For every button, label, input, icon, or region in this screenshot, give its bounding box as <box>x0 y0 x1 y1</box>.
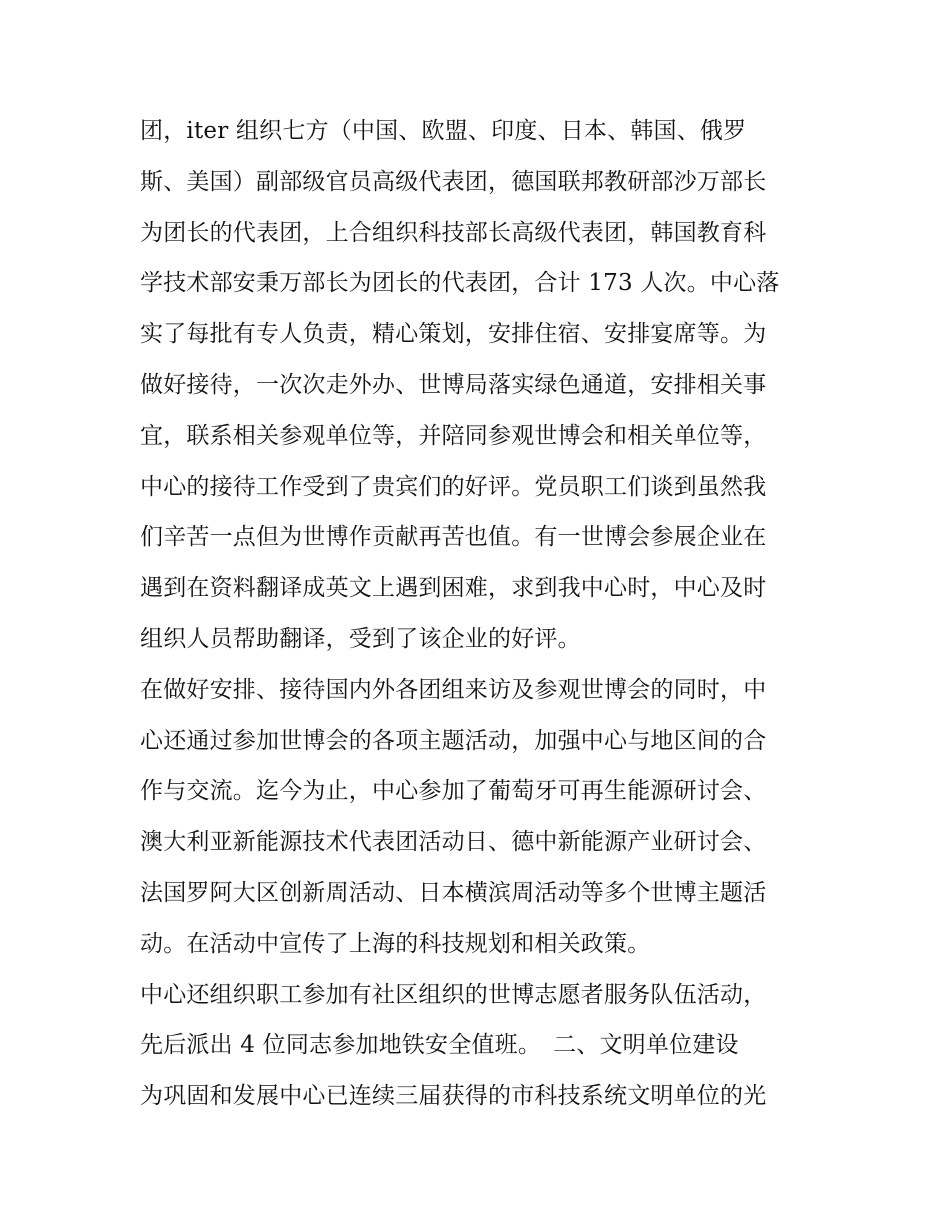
text-line-11: 组织人员帮助翻译，受到了该企业的好评。 <box>140 625 581 652</box>
text-line-5: 实了每批有专人负责，精心策划，安排住宿、安排宴席等。为 <box>140 321 767 348</box>
text-line-6: 做好接待，一次次走外办、世博局落实绿色通道，安排相关事 <box>140 371 767 398</box>
text-line-1: 团，iter 组织七方（中国、欧盟、印度、日本、韩国、俄罗 <box>140 118 747 144</box>
text-line-19 <box>140 1020 820 1071</box>
text-line-15: 澳大利亚新能源技术代表团活动日、德中新能源产业研讨会、 <box>140 829 767 856</box>
text-line-14: 作与交流。迄今为止，中心参加了葡萄牙可再生能源研讨会、 <box>140 778 767 805</box>
body-text <box>140 106 820 1122</box>
text-line-13: 心还通过参加世博会的各项主题活动，加强中心与地区间的合 <box>140 727 767 754</box>
text-line-19-part-1: 先后派出 4 位同志参加地铁安全值班。 <box>140 1032 542 1059</box>
text-line-3: 为团长的代表团，上合组织科技部长高级代表团，韩国教育科 <box>140 219 767 246</box>
text-line-20: 为巩固和发展中心已连续三届获得的市科技系统文明单位的光 <box>140 1083 767 1110</box>
text-line-4: 学技术部安秉万部长为团长的代表团，合计 173 人次。中心落 <box>140 270 780 297</box>
text-line-8: 中心的接待工作受到了贵宾们的好评。党员职工们谈到虽然我 <box>140 473 767 500</box>
text-line-16: 法国罗阿大区创新周活动、日本横滨周活动等多个世博主题活 <box>140 879 767 906</box>
text-line-12: 在做好安排、接待国内外各团组来访及参观世博会的同时，中 <box>140 676 767 703</box>
text-line-18: 中心还组织职工参加有社区组织的世博志愿者服务队伍活动， <box>140 981 767 1008</box>
text-line-7: 宜，联系相关参观单位等，并陪同参观世博会和相关单位等， <box>140 422 767 449</box>
text-line-10: 遇到在资料翻译成英文上遇到困难，求到我中心时，中心及时 <box>140 575 767 602</box>
text-line-17: 动。在活动中宣传了上海的科技规划和相关政策。 <box>140 930 651 957</box>
text-line-9: 们辛苦一点但为世博作贡献再苦也值。有一世博会参展企业在 <box>140 524 767 551</box>
section-heading: 二、文明单位建设 <box>553 1032 739 1059</box>
text-line-2: 斯、美国）副部级官员高级代表团，德国联邦教研部沙万部长 <box>140 168 767 195</box>
